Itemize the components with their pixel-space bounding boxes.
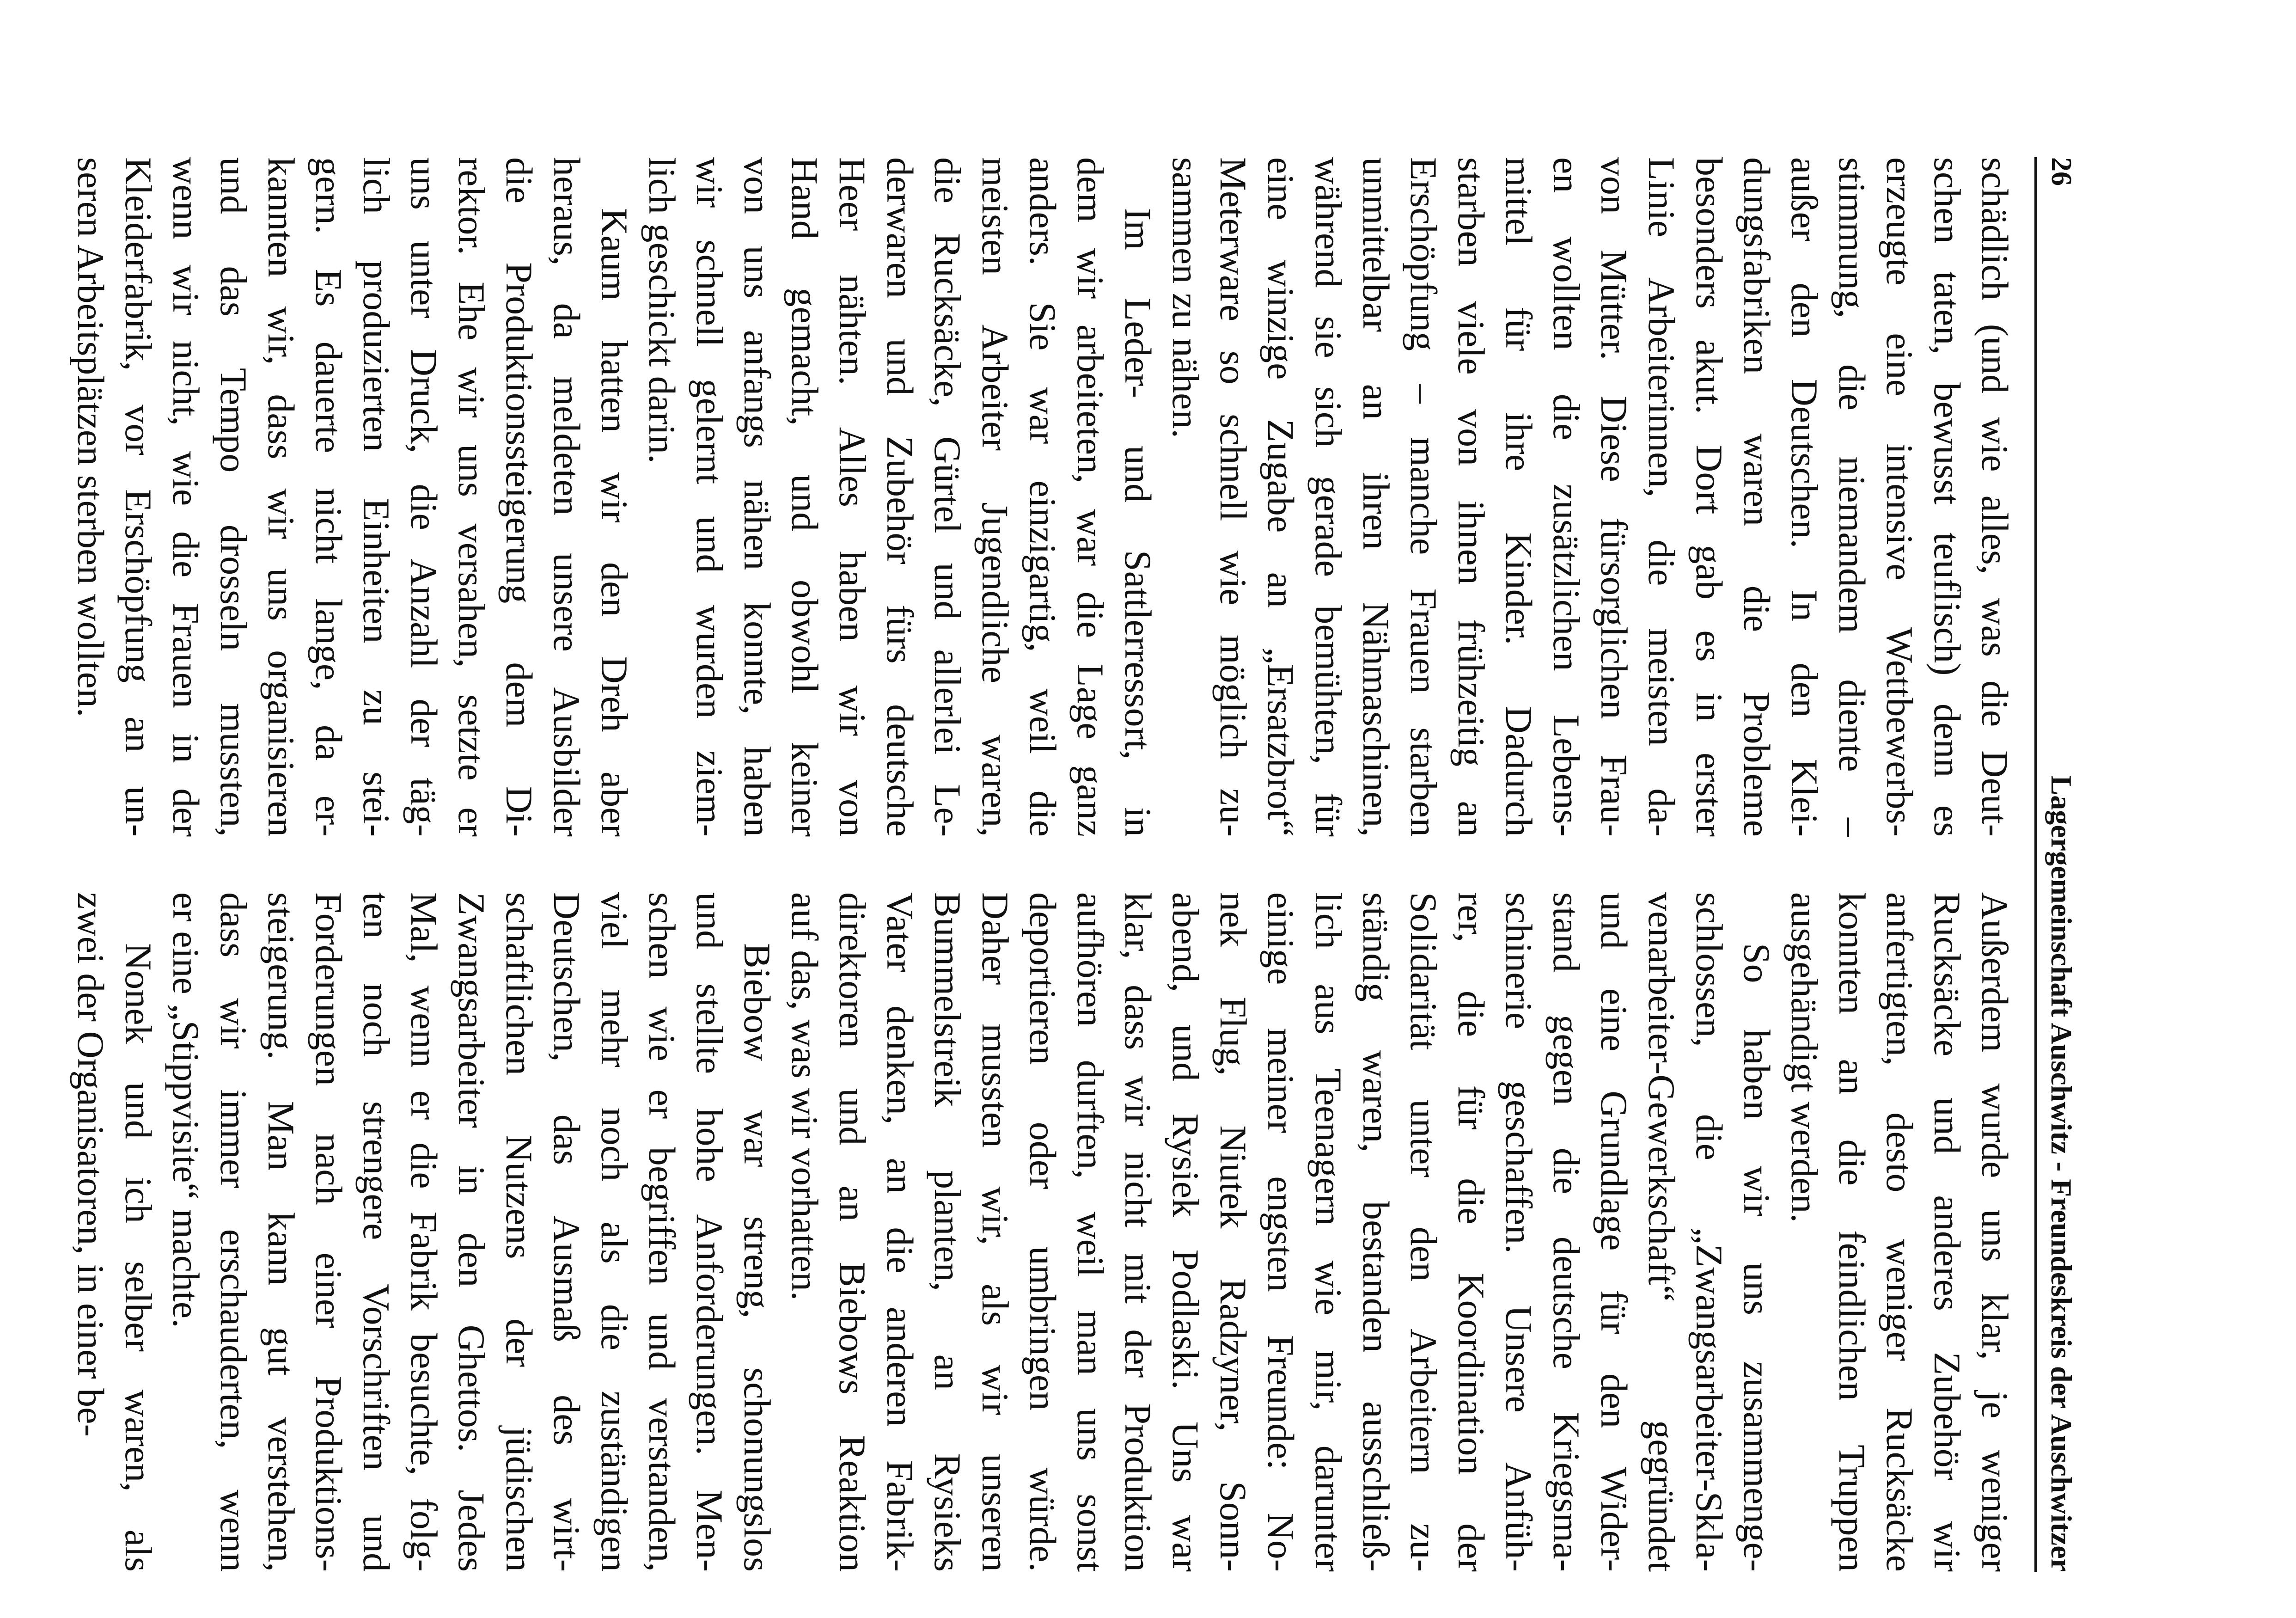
text-line: Heer nähten. Alles haben wir von (831, 157, 873, 837)
text-line: besonders akut. Dort gab es in erster (1688, 157, 1730, 837)
text-line: nek Flug, Niutek Radzyner, Sonn- (1212, 892, 1254, 1572)
text-line: So haben wir uns zusammenge- (1736, 943, 1778, 1572)
text-line: eine winzige Zugabe an „Ersatzbrot“ (1260, 157, 1302, 837)
text-line: heraus, da meldeten unsere Ausbilder (546, 157, 588, 837)
text-line: schen taten, bewusst teuflisch) denn es (1926, 157, 1968, 837)
text-line: Kaum hatten wir den Dreh aber (593, 208, 635, 837)
text-line: zwei der Organisatoren, in einer be- (70, 892, 112, 1437)
text-line: Kleiderfabrik, vor Erschöpfung an un- (117, 157, 159, 837)
text-line: anfertigten, desto weniger Rucksäcke (1879, 892, 1921, 1572)
text-line: Solidarität unter den Arbeitern zu- (1403, 892, 1445, 1572)
text-line: dungsfabriken waren die Probleme (1736, 157, 1778, 837)
text-line: unmittelbar an ihren Nähmaschinen, (1355, 157, 1397, 837)
text-line: von Mütter. Diese fürsorglichen Frau- (1593, 157, 1635, 837)
text-line: mittel für ihre Kinder. Dadurch (1498, 157, 1540, 837)
page-number: 26 (2046, 157, 2077, 186)
text-line: er eine „Stippvisite“ machte. (165, 892, 207, 1328)
text-line: anders. Sie war einzigartig, weil die (1022, 157, 1064, 837)
text-line: Biebow war streng, schonungslos (736, 943, 778, 1572)
text-line: Meterware so schnell wie möglich zu- (1212, 157, 1254, 837)
text-line: ten noch strengere Vorschriften und (355, 892, 397, 1572)
text-line: dass wir immer erschauderten, wenn (213, 892, 255, 1572)
text-line: kannten wir, dass wir uns organisieren (260, 157, 302, 837)
text-line: schädlich (und wie alles, was die Deut- (1974, 157, 2016, 837)
text-line: uns unter Druck, die Anzahl der täg- (403, 157, 445, 837)
text-line: venarbeiter-Gewerkschaft“ gegründet (1641, 892, 1683, 1572)
text-line: einige meiner engsten Freunde: No- (1260, 892, 1302, 1572)
text-line: während sie sich gerade bemühten, für (1307, 157, 1350, 837)
text-line: viel mehr noch als die zuständigen (593, 892, 635, 1572)
text-line: Außerdem wurde uns klar, je weniger (1974, 892, 2016, 1572)
page-header (2034, 157, 2093, 1572)
text-line: wenn wir nicht, wie die Frauen in der (165, 157, 207, 837)
text-line: seren Arbeitsplätzen sterben wollten. (70, 157, 112, 717)
text-line: Zwangsarbeiter in den Ghettos. Jedes (451, 892, 493, 1572)
text-line: die Produktionssteigerung dem Di- (498, 157, 540, 837)
text-line: stimmung, die niemandem diente – (1831, 157, 1873, 837)
text-line: Erschöpfung – manche Frauen starben (1403, 157, 1445, 837)
text-line: schlossen, die „Zwangsarbeiter-Skla- (1688, 892, 1730, 1572)
text-line: stand gegen die deutsche Kriegsma- (1545, 892, 1588, 1572)
text-line: deportieren oder umbringen würde. (1022, 892, 1064, 1572)
text-line: Mal, wenn er die Fabrik besuchte, folg- (403, 892, 445, 1572)
text-line: wir schnell gelernt und wurden ziem- (689, 157, 731, 837)
text-line: Bummelstreik planten, an Rysieks (927, 892, 969, 1572)
text-line: rektor. Ehe wir uns versahen, setzte er (451, 157, 493, 837)
text-line: Hand gemacht, und obwohl keiner (784, 157, 826, 837)
text-line: lich produzierten Einheiten zu stei- (355, 157, 397, 837)
text-column-right (70, 892, 2019, 1572)
text-column-left (70, 157, 2019, 837)
text-line: abend, und Rysiek Podlaski. Uns war (1165, 892, 1207, 1572)
text-line: konnten an die feindlichen Truppen (1831, 892, 1873, 1572)
text-line: direktoren und an Biebows Reaktion (831, 892, 873, 1572)
text-line: Deutschen, das Ausmaß des wirt- (546, 892, 588, 1572)
text-line: und stellte hohe Anforderungen. Men- (689, 892, 731, 1572)
text-line: Nonek und ich selber waren, als (117, 943, 159, 1572)
text-line: en wollten die zusätzlichen Lebens- (1545, 157, 1588, 837)
text-line: und das Tempo drosseln mussten, (213, 157, 255, 837)
text-line: ausgehändigt werden. (1783, 892, 1826, 1223)
text-line: Rucksäcke und anderes Zubehör wir (1926, 892, 1968, 1572)
running-title: Lagergemeinschaft Auschwitz - Freundeskreis der Auschwitzer (2045, 775, 2078, 1572)
text-line: sammen zu nähen. (1165, 157, 1207, 438)
text-line: ständig waren, bestanden ausschließ- (1355, 892, 1397, 1572)
text-line: Vater denken, an die anderen Fabrik- (879, 892, 921, 1572)
text-line: gern. Es dauerte nicht lange, da er- (308, 157, 350, 837)
text-line: Forderungen nach einer Produktions- (308, 892, 350, 1572)
text-line: schinerie geschaffen. Unsere Anfüh- (1498, 892, 1540, 1572)
text-line: dem wir arbeiteten, war die Lage ganz (1069, 157, 1111, 837)
text-line: auf das, was wir vorhatten. (784, 892, 826, 1301)
text-line: derwaren und Zubehör fürs deutsche (879, 157, 921, 837)
text-line: klar, dass wir nicht mit der Produktion (1117, 892, 1159, 1572)
text-line: von uns anfangs nähen konnte, haben (736, 157, 778, 837)
text-line: lich aus Teenagern wie mir, darunter (1307, 892, 1350, 1572)
text-line: steigerung. Man kann gut verstehen, (260, 892, 302, 1572)
text-line: lich geschickt darin. (641, 157, 683, 464)
text-line: Linie Arbeiterinnen, die meisten da- (1641, 157, 1683, 837)
text-line: schen wie er begriffen und verstanden, (641, 892, 683, 1572)
text-line: meisten Arbeiter Jugendliche waren, (974, 157, 1016, 837)
text-line: erzeugte eine intensive Wettbewerbs- (1879, 157, 1921, 837)
text-line: aufhören durften, weil man uns sonst (1069, 892, 1111, 1572)
text-line: und eine Grundlage für den Wider- (1593, 892, 1635, 1572)
text-line: rer, die für die Koordination der (1450, 892, 1492, 1572)
text-line: außer den Deutschen. In den Klei- (1783, 157, 1826, 837)
text-line: schaftlichen Nutzens der jüdischen (498, 892, 540, 1572)
text-line: Im Leder- und Sattlerressort, in (1117, 208, 1159, 837)
text-line: Daher mussten wir, als wir unseren (974, 892, 1016, 1572)
text-line: starben viele von ihnen frühzeitig an (1450, 157, 1492, 837)
text-line: die Rucksäcke, Gürtel und allerlei Le- (927, 157, 969, 837)
